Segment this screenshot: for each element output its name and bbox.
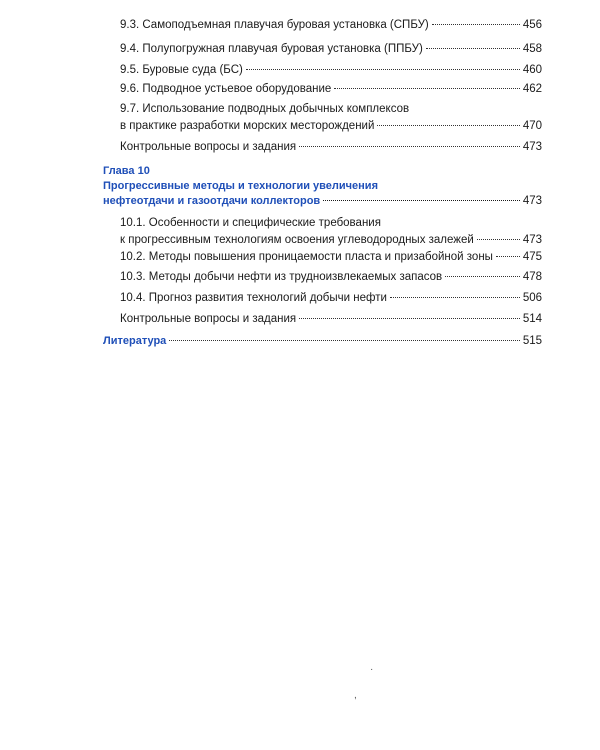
toc-entry-title: 10.4. Прогноз развития технологий добычи нефти (120, 292, 387, 304)
toc-entry-page: 514 (522, 313, 542, 325)
chapter-title-entry (103, 194, 542, 208)
toc-entry-9-4 (120, 42, 542, 56)
leader-dots (426, 48, 520, 49)
toc-entry-page: 473 (522, 141, 542, 153)
toc-entry-title: 10.3. Методы добычи нефти из трудноизвлекаемых запасов (120, 271, 443, 283)
toc-entry-page: 473 (522, 195, 542, 207)
toc-entry-10-1-line1: 10.1. Особенности и специфические требования (120, 217, 381, 229)
scan-speck: · (370, 664, 374, 675)
leader-dots (299, 318, 520, 319)
toc-entry-page: 462 (522, 83, 542, 95)
chapter-title-line1: Прогрессивные методы и технологии увеличения (103, 180, 378, 192)
toc-entry-title: к прогрессивным технологиям освоения углеводородных залежей (120, 234, 474, 246)
toc-entry-9-3 (120, 18, 542, 32)
toc-entry-title: 9.3. Самоподъемная плавучая буровая установка (СПБУ) (120, 19, 429, 31)
toc-entry-title: Контрольные вопросы и задания (120, 141, 297, 153)
toc-entry-page: 475 (522, 251, 542, 263)
leader-dots (445, 276, 520, 277)
leader-dots (377, 125, 519, 126)
literature-title: Литература (103, 335, 167, 347)
toc-entry-9-6 (120, 82, 542, 96)
leader-dots (323, 200, 520, 201)
toc-entry-10-3 (120, 270, 542, 284)
toc-entry-page: 473 (522, 234, 542, 246)
leader-dots (496, 256, 520, 257)
leader-dots (477, 239, 520, 240)
toc-entry-page: 470 (522, 120, 542, 132)
leader-dots (169, 340, 520, 341)
toc-entry-page: 460 (522, 64, 542, 76)
toc-entry-literature (103, 334, 542, 348)
toc-entry-title: Контрольные вопросы и задания (120, 313, 297, 325)
chapter-label: Глава 10 (103, 165, 150, 177)
toc-entry-title: в практике разработки морских месторождений (120, 120, 375, 132)
toc-entry-10-4 (120, 291, 542, 305)
leader-dots (299, 146, 520, 147)
toc-entry-review-10 (120, 312, 542, 326)
toc-entry-9-7 (120, 119, 542, 133)
toc-entry-page: 478 (522, 271, 542, 283)
toc-entry-page: 515 (522, 335, 542, 347)
scan-speck: , (354, 690, 357, 701)
toc-entry-10-2 (120, 250, 542, 264)
leader-dots (334, 88, 519, 89)
chapter-title-line2: нефтеотдачи и газоотдачи коллекторов (103, 195, 321, 207)
toc-entry-page: 506 (522, 292, 542, 304)
toc-entry-page: 456 (522, 19, 542, 31)
toc-entry-page: 458 (522, 43, 542, 55)
toc-entry-review-9 (120, 140, 542, 154)
toc-entry-title: 9.5. Буровые суда (БС) (120, 64, 243, 76)
leader-dots (246, 69, 520, 70)
toc-entry-9-7-line1: 9.7. Использование подводных добычных комплексов (120, 103, 410, 115)
leader-dots (432, 24, 520, 25)
toc-entry-10-1 (120, 233, 542, 247)
toc-entry-title: 9.6. Подводное устьевое оборудование (120, 83, 332, 95)
toc-entry-title: 9.4. Полупогружная плавучая буровая установка (ППБУ) (120, 43, 423, 55)
toc-entry-9-5 (120, 63, 542, 77)
leader-dots (390, 297, 520, 298)
toc-entry-title: 10.2. Методы повышения проницаемости пласта и призабойной зоны (120, 251, 493, 263)
